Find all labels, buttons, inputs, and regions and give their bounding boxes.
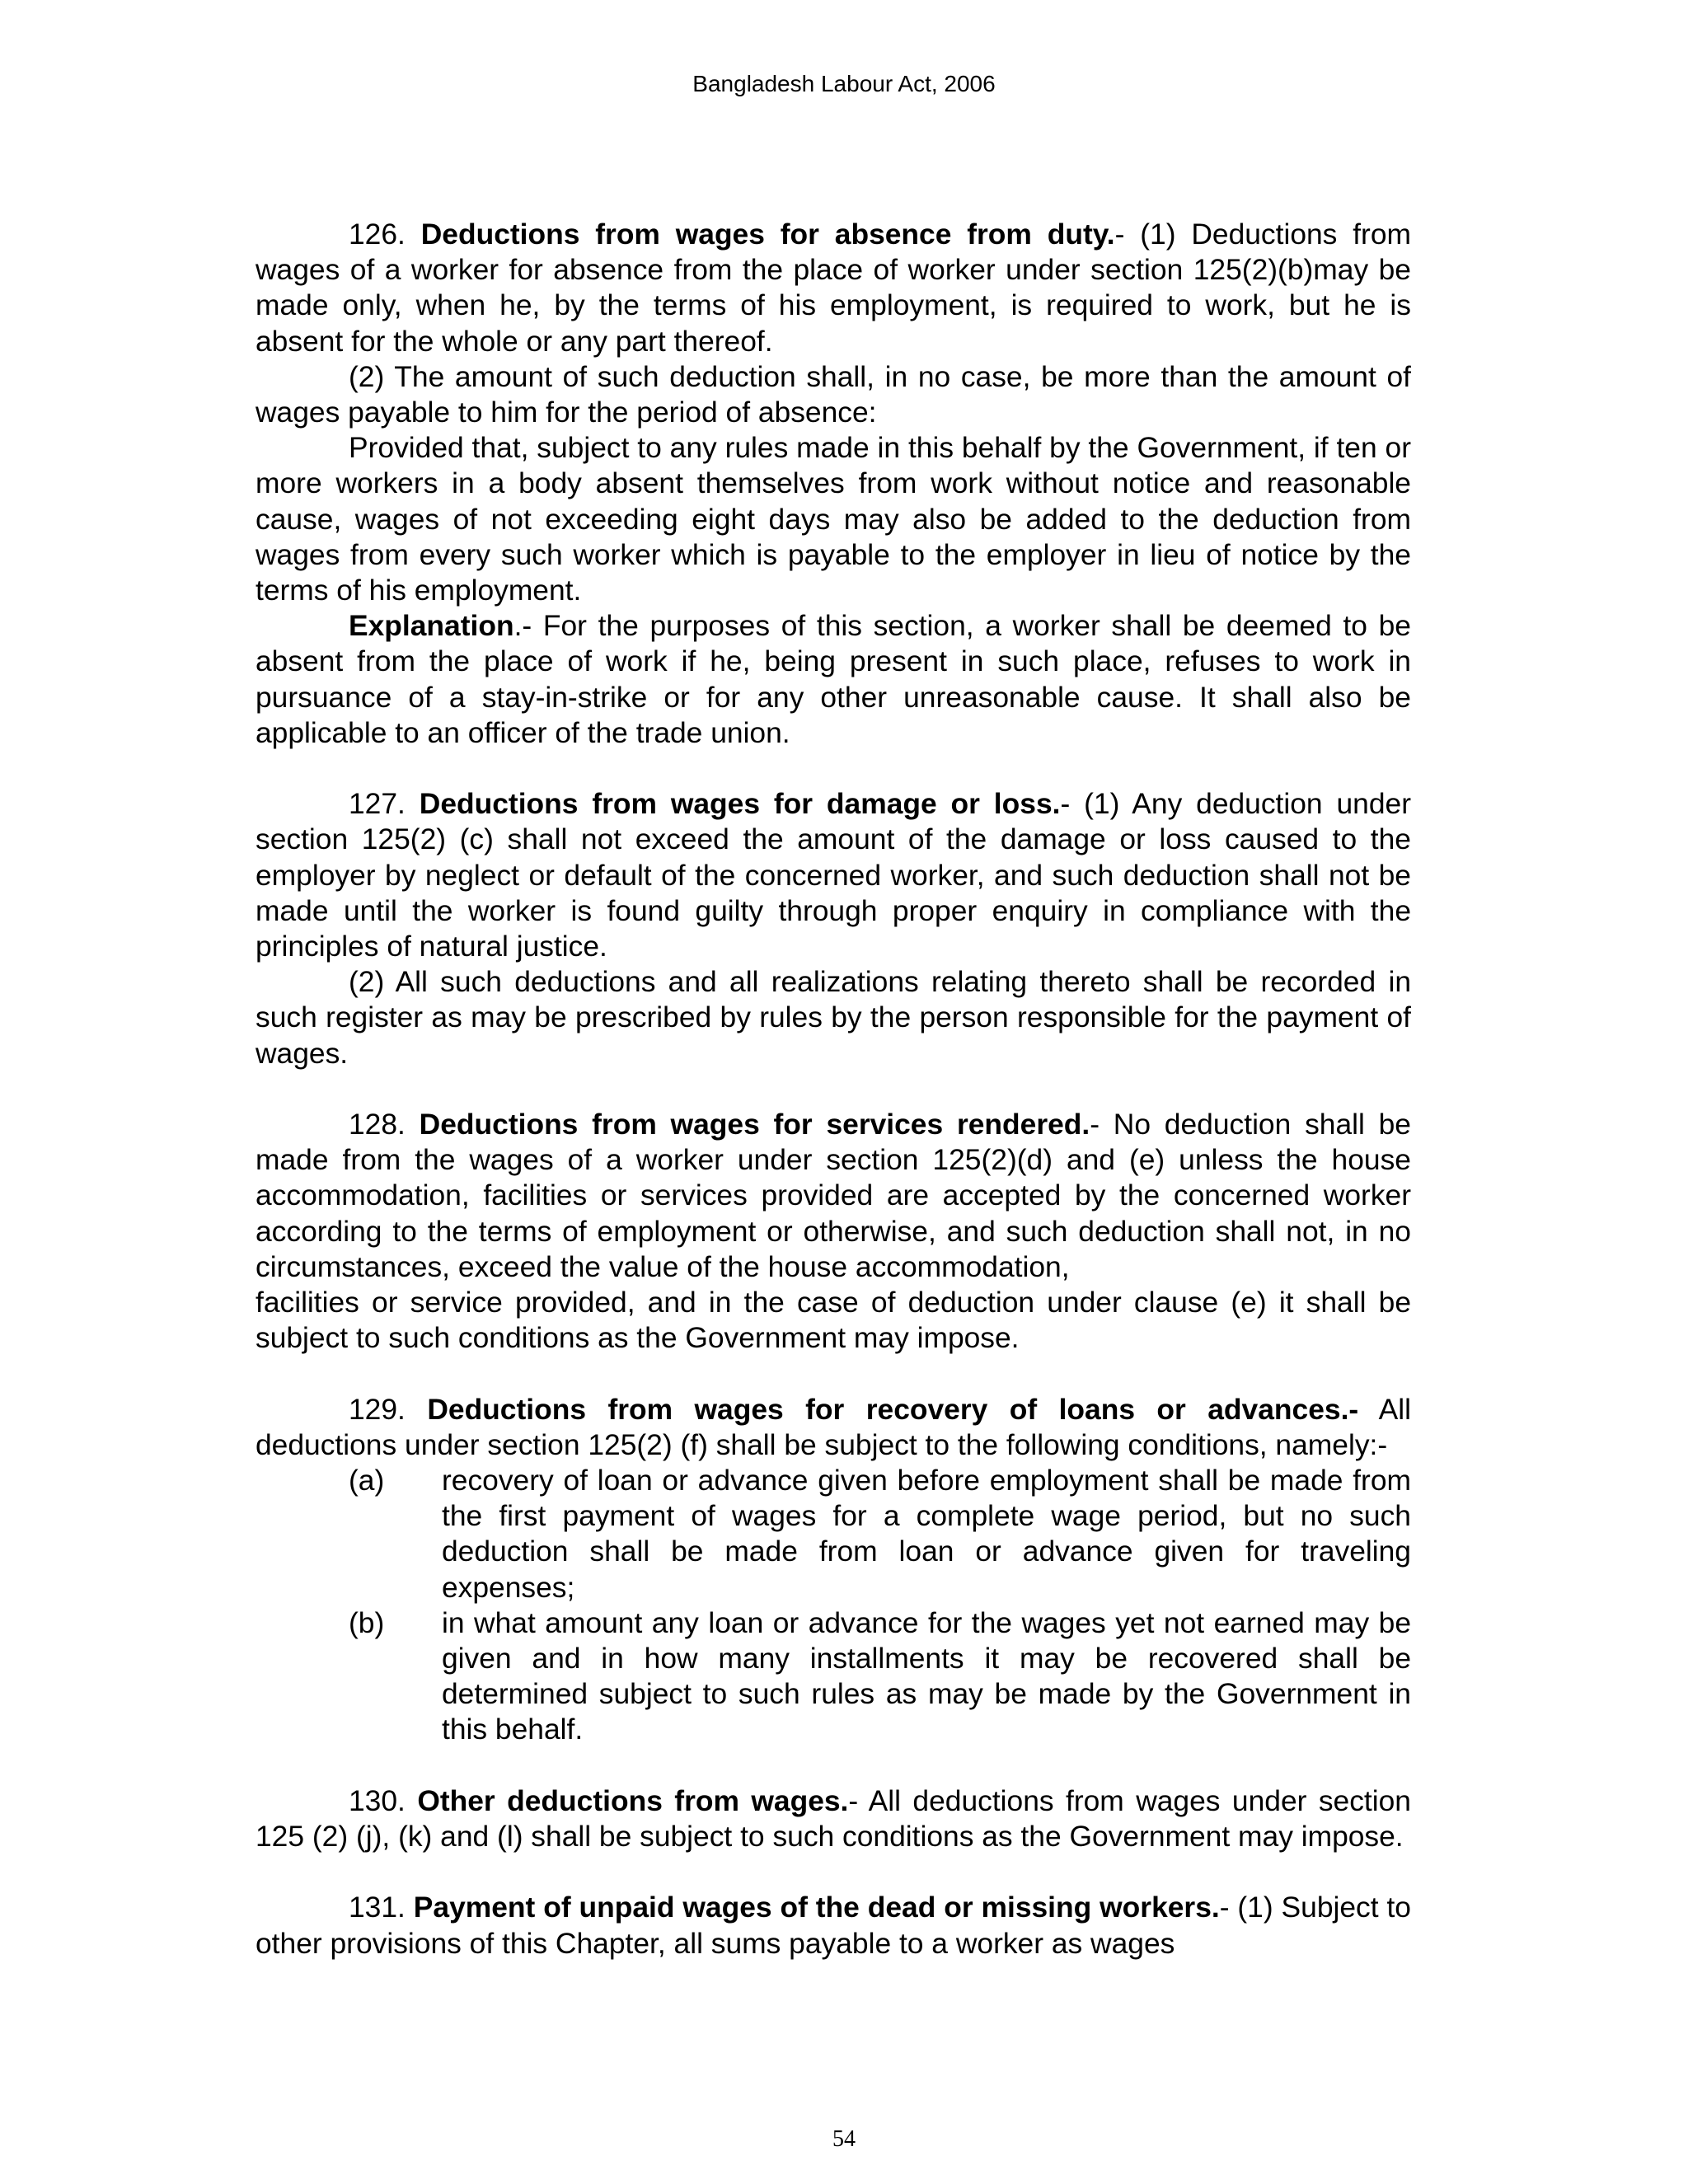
page-number: 54 <box>832 2126 856 2152</box>
clause-label: (b) <box>349 1605 385 1639</box>
clause-a <box>256 1463 1411 1605</box>
explanation-label: Explanation <box>349 609 514 643</box>
document-body <box>256 217 1411 1961</box>
section-number: 128. <box>349 1108 406 1141</box>
section-text: - (1) Subject to other provisions of this Chapter, all sums payable to a worker as wages <box>256 1891 1411 1960</box>
section-127-para-1 <box>256 786 1411 964</box>
section-number: 126. <box>349 218 406 251</box>
section-126-para-1 <box>256 217 1411 359</box>
section-heading: Deductions from wages for services rendered. <box>419 1108 1090 1141</box>
section-number: 131. <box>349 1891 406 1924</box>
section-heading: Deductions from wages for recovery of loans or advances.- <box>427 1392 1359 1426</box>
section-131-para-1 <box>256 1890 1411 1961</box>
section-126-explanation <box>256 608 1411 751</box>
section-heading: Other deductions from wages. <box>417 1783 849 1817</box>
section-129-para-1 <box>256 1392 1411 1463</box>
section-number: 129. <box>349 1392 406 1426</box>
section-127-para-2: (2) All such deductions and all realizations relating thereto shall be recorded in such register as may be prescribed by rules by the person responsible for the payment of wages. <box>256 965 1411 1070</box>
clause-label: (a) <box>349 1464 385 1497</box>
section-130-para-1 <box>256 1783 1411 1854</box>
section-text: - All deductions from wages under section 125 (2) (j), (k) and (l) shall be subject to such conditions as the Government may impose. <box>256 1783 1411 1854</box>
running-header: Bangladesh Labour Act, 2006 <box>692 71 996 96</box>
section-heading: Deductions from wages for damage or loss. <box>419 787 1061 821</box>
section-number: 130. <box>349 1783 406 1817</box>
clause-text: recovery of loan or advance given before employment shall be made from the first payment of wages for a complete wage period, but no such deduction shall be made from loan or advance given for traveling expenses; <box>442 1464 1411 1604</box>
clause-text: in what amount any loan or advance for the wages yet not earned may be given and in how many installments it may be recovered shall be determined subject to such rules as may be made by the Government in this behalf. <box>442 1605 1411 1746</box>
section-128-para-1 <box>256 1107 1411 1285</box>
section-126-proviso: Provided that, subject to any rules made in this behalf by the Government, if ten or more workers in a body absent themselves from work without notice and reasonable cause, wages of not exceeding eight days may also be added to the deduction from wages from every such worker which is payable to the employer in lieu of notice by the terms of his employment. <box>256 431 1411 607</box>
section-text: All deductions under section 125(2) (f) shall be subject to the following conditions, namely:- <box>256 1392 1412 1461</box>
section-heading: Payment of unpaid wages of the dead or missing workers. <box>413 1891 1220 1924</box>
section-text: - No deduction shall be made from the wages of a worker under section 125(2)(d) and (e) unless the house accommodation, facilities or services provided are accepted by the concerned worker according to the terms of employment or otherwise, and such deduction shall not, in no circumstances, exceed the value of the house accommodation, <box>256 1108 1411 1283</box>
section-text: - (1) Any deduction under section 125(2) (c) shall not exceed the amount of the damage or loss caused to the employer by neglect or default of the concerned worker, and such deduction shall not be made until the worker is found guilty through proper enquiry in compliance with the principles of natural justice. <box>256 787 1412 963</box>
section-128-para-2: facilities or service provided, and in the case of deduction under clause (e) it shall be subject to such conditions as the Government may impose. <box>256 1286 1411 1355</box>
section-heading: Deductions from wages for absence from duty. <box>420 218 1115 251</box>
section-126-para-2: (2) The amount of such deduction shall, in no case, be more than the amount of wages payable to him for the period of absence: <box>256 359 1411 429</box>
section-text: - (1) Deductions from wages of a worker for absence from the place of worker under section 125(2)(b)may be made only, when he, by the terms of his employment, is required to work, but he is absent for the whole or any part thereof. <box>256 218 1411 358</box>
explanation-text: .- For the purposes of this section, a worker shall be deemed to be absent from the place of work if he, being present in such place, refuses to work in pursuance of a stay-in-strike or for any other unreasonable cause. It shall also be applicable to an officer of the trade union. <box>256 609 1411 749</box>
section-number: 127. <box>349 787 406 821</box>
clause-b <box>256 1605 1411 1748</box>
